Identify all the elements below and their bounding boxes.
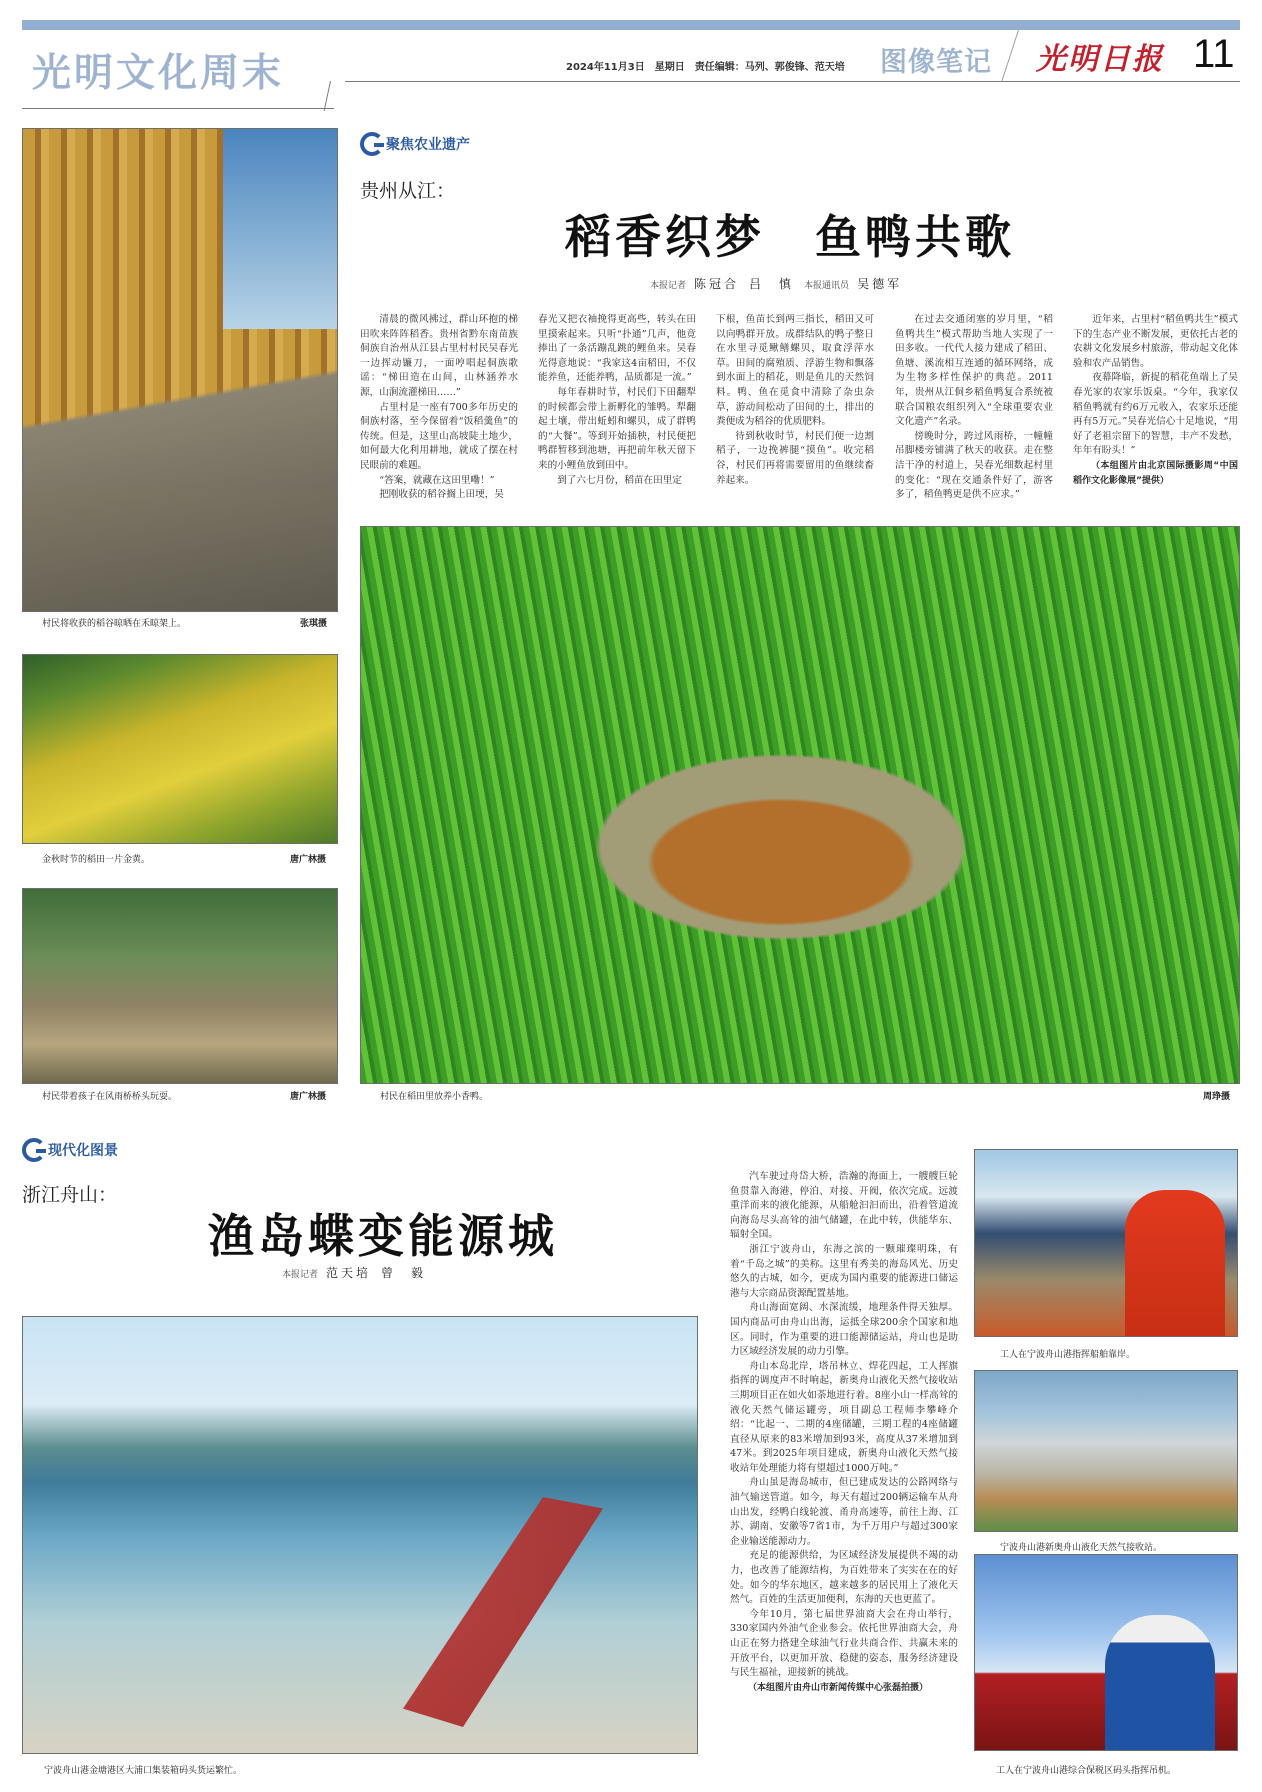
column-label bbox=[22, 1138, 118, 1162]
byline-author: 吴德军 bbox=[857, 277, 903, 291]
photo-container-port bbox=[22, 1316, 698, 1754]
photo-credit: 唐广林摄 bbox=[290, 1092, 327, 1102]
article-byline bbox=[650, 275, 912, 292]
issue-info: 2024年11月3日 星期日 责任编辑：马列、郭俊锋、范天培 bbox=[566, 62, 845, 73]
photo-worker-figure bbox=[1125, 1190, 1225, 1337]
article-headline: 渔岛蝶变能源城 bbox=[208, 1209, 558, 1263]
photo-wind-rain-bridge bbox=[22, 888, 338, 1084]
byline-role: 本报记者 bbox=[650, 281, 687, 291]
photo-caption: 宁波舟山港新奥舟山液化天然气接收站。 bbox=[1000, 1543, 1163, 1553]
paragraph: 夜幕降临，新捉的稻花鱼端上了吴春光家的农家乐饭桌。“今年，我家仅稻鱼鸭就有约6万元收入，农家乐还能再有5万元。”吴春光信心十足地说，“用好了老祖宗留下的智慧，丰产不发愁，年年有盼头！” bbox=[1073, 372, 1238, 457]
masthead-divider-slash bbox=[324, 81, 331, 111]
photo-caption: 村民在稻田里放养小香鸭。 bbox=[380, 1092, 489, 1102]
photo-ship-berthing bbox=[974, 1149, 1238, 1337]
byline-author: 吕 慎 bbox=[749, 277, 795, 291]
paragraph: 傍晚时分，跨过风雨桥，一幢幢吊脚楼旁铺满了秋天的收获。走在整洁干净的村道上，吴春光细数起村里的变化：“现在交通条件好了，游客多了，稻鱼鸭更是供不应求。” bbox=[895, 430, 1053, 501]
article-column-2 bbox=[538, 313, 696, 488]
photo-worker-figure bbox=[1105, 1615, 1215, 1751]
paragraph: 近年来，占里村“稻鱼鸭共生”模式下的生态产业不断发展，更依托古老的农耕文化发展乡村旅游，带动起文化体验和农产品销售。 bbox=[1073, 314, 1238, 369]
paragraph: 清晨的微风拂过，群山环抱的梯田吹来阵阵稻香。贵州省黔东南苗族侗族自治州从江县占里村村民吴春光一边挥动镰刀，一面哼唱起侗族歌谣：“梯田造在山间，山林涵养水源，山涧流灌梯田……” bbox=[360, 314, 518, 398]
paper-name-logo: 光明日报 bbox=[1036, 42, 1164, 77]
paragraph: 在过去交通闭塞的岁月里，“稻鱼鸭共生”模式帮助当地人实现了一田多收。一代代人接力建成了稻田、鱼塘、溪流相互连通的循环网络，成为生物多样性保护的典范。2011年，贵州从江侗乡稻鱼鸭复合系统被联合国粮农组织列入“全球重要农业文化遗产”名录。 bbox=[895, 314, 1053, 428]
article-column-5 bbox=[1073, 313, 1238, 488]
g-logo-icon bbox=[22, 1138, 46, 1162]
article-byline bbox=[282, 1264, 436, 1281]
section-divider-slash bbox=[1001, 30, 1019, 82]
byline-role: 本报记者 bbox=[282, 1270, 319, 1280]
article-kicker: 浙江舟山： bbox=[22, 1184, 118, 1206]
photo-golden-terraces bbox=[22, 654, 338, 844]
masthead-accent-band bbox=[22, 20, 1240, 30]
article-column-4 bbox=[895, 313, 1053, 503]
paragraph: 春光又把衣袖挽得更高些，转头在田里摸索起来。只听“扑通”几声，他竟捧出了一条活蹦乱跳的鲤鱼来。吴春光得意地说：“我家这4亩稻田，不仅能养鱼，还能养鸭，品质都是一流。” bbox=[538, 314, 696, 384]
paragraph: 舟山海面宽阔、水深流缓，地理条件得天独厚。国内商品可由舟山出海，运抵全球200余个国家和地区。同时，作为重要的进口能源储运站，舟山也是助力区域经济发展的动力引擎。 bbox=[730, 1302, 958, 1358]
article-body bbox=[730, 1170, 958, 1695]
column-label bbox=[360, 132, 470, 156]
photo-source-note: （本组图片由北京国际摄影周“中国稻作文化影像展”提供） bbox=[1073, 460, 1238, 486]
paragraph: 浙江宁波舟山，东海之滨的一颗璀璨明珠，有着“千岛之城”的美称。这里有秀美的海岛风光、历史悠久的古城，如今，更成为国内重要的能源进口储运港与大宗商品资源配置基地。 bbox=[730, 1243, 958, 1299]
paragraph: 占里村是一座有700多年历史的侗族村落，至今保留着“饭稻羹鱼”的传统。但是，这里山高坡陡土地少，如何最大化利用耕地，就成了摆在村民眼前的难题。 bbox=[360, 401, 518, 471]
masthead-divider-lower bbox=[22, 108, 334, 109]
photo-path-area bbox=[23, 489, 338, 612]
supplement-title: 光明文化周末 bbox=[32, 51, 285, 96]
paragraph: 到了六七月份，稻苗在田里定 bbox=[557, 474, 682, 486]
photo-lng-terminal bbox=[974, 1370, 1238, 1532]
masthead-divider bbox=[345, 81, 1240, 82]
paragraph: 下根，鱼苗长到两三指长，稻田又可以向鸭群开放。成群结队的鸭子整日在水里寻觅鳅鳝螺贝，取食浮萍水草。田间的腐殖质、浮游生物和飘落到水面上的稻花，则是鱼儿的天然饲料。鸭、鱼在觅食中清除了杂虫杂草，游动间松动了田间的土，排出的粪便成为稻谷的优质肥料。 bbox=[716, 314, 874, 428]
column-label-text: 现代化图景 bbox=[48, 1143, 118, 1159]
section-name: 图像笔记 bbox=[880, 47, 992, 78]
column-label-text: 聚焦农业遗产 bbox=[386, 137, 470, 153]
article-headline: 稻香织梦 鱼鸭共歌 bbox=[565, 210, 1015, 264]
photo-ship-shape bbox=[403, 1497, 603, 1727]
photo-credit: 周琤摄 bbox=[1203, 1092, 1231, 1102]
photo-credit: 张琪摄 bbox=[300, 619, 328, 629]
photo-credit: 唐广林摄 bbox=[290, 855, 327, 865]
byline-author: 范天培 bbox=[326, 1266, 372, 1280]
paragraph: 舟山本岛北岸，塔吊林立、焊花四起，工人挥旗指挥的调度声不时响起，新奥舟山液化天然气接收站三期项目正在如火如荼地进行着。8座小山一样高耸的液化天然气储运罐旁，项目副总工程师李攀峰介绍：“比起一、二期的4座储罐，三期工程的4座储罐直径从原来的83米增加到93米，高度从37米增加到47米。到2025年项目建成，新奥舟山液化天然气接收站年处理能力将有望超过1000万吨。” bbox=[730, 1360, 958, 1474]
photo-caption: 工人在宁波舟山港指挥船舶靠岸。 bbox=[1000, 1350, 1136, 1360]
paragraph: 充足的能源供给，为区域经济发展提供不竭的动力，也改善了能源结构，为百姓带来了实实在在的好处。如今的华东地区，越来越多的居民用上了液化天然气。百姓的生活更加便利，东海的天也更蓝了。 bbox=[730, 1550, 958, 1606]
paragraph: 每年春耕时节，村民们下田翻犁的时候都会带上新孵化的雏鸭。犁翻起土壤，带出蚯蚓和螺贝，成了群鸭的“大餐”。等到开始插秧，村民便把鸭群暂移到池塘，再把前年秋天留下来的小鲤鱼放到田中。 bbox=[538, 386, 696, 471]
photo-caption: 工人在宁波舟山港综合保税区码头指挥吊机。 bbox=[996, 1766, 1177, 1776]
g-logo-icon bbox=[360, 132, 384, 156]
byline-author: 陈冠合 bbox=[694, 277, 740, 291]
photo-rice-drying-racks bbox=[22, 128, 338, 612]
photo-source-note: （本组图片由舟山市新闻传媒中心张磊拍摄） bbox=[748, 1682, 929, 1693]
paragraph: 待到秋收时节，村民们便一边割稻子，一边挽裤腿“摸鱼”。收完稻谷，村民们再将需要留用的鱼继续畜养起来。 bbox=[716, 430, 874, 486]
paragraph: 舟山虽是海岛城市，但已建成发达的公路网络与油气输送管道。如今，每天有超过200辆运输车从舟山出发，经鸭白线轮渡、甬舟高速等，前往上海、江苏、湖南、安徽等7省1市，为千万用户与超过300家企业输送能源动力。 bbox=[730, 1477, 958, 1547]
photo-caption: 村民带着孩子在风雨桥桥头玩耍。 bbox=[42, 1092, 178, 1102]
article-column-3 bbox=[716, 313, 874, 488]
article-column-1 bbox=[360, 313, 518, 503]
photo-ducks-in-paddy bbox=[360, 526, 1240, 1084]
byline-role: 本报通讯员 bbox=[804, 281, 850, 291]
photo-sky-area bbox=[223, 129, 338, 329]
article-kicker: 贵州从江： bbox=[360, 180, 456, 202]
paragraph: 汽车驶过舟岱大桥，浩瀚的海面上，一艘艘巨轮鱼贯靠入海港，停泊、对接、开阀，依次完成。远渡重洋而来的液化能源，从船舱汩汩而出，沿着管道流向海岛尽头高耸的油气储罐，在此中转，供能华东、辐射全国。 bbox=[730, 1171, 958, 1241]
photo-crane-signaling bbox=[974, 1554, 1238, 1751]
photo-caption: 宁波舟山港金塘港区大浦口集装箱码头货运繁忙。 bbox=[44, 1766, 243, 1776]
photo-caption: 村民将收获的稻谷晾晒在禾晾架上。 bbox=[42, 619, 187, 629]
paragraph: 把刚收获的稻谷搁上田埂，吴 bbox=[379, 489, 504, 501]
photo-caption: 金秋时节的稻田一片金黄。 bbox=[42, 855, 151, 865]
page-number: 11 bbox=[1193, 32, 1235, 76]
paragraph: 今年10月，第七届世界油商大会在舟山举行，330家国内外油气企业参会。依托世界油商大会，舟山正在努力搭建全球油气行业共商合作、共赢未来的开放平台，以更加开放、稳健的姿态，服务经济建设与民生福祉，迎接新的挑战。 bbox=[730, 1608, 958, 1679]
byline-author: 曾 毅 bbox=[381, 1266, 427, 1280]
paragraph: “答案，就藏在这田里嘞！” bbox=[379, 474, 495, 486]
